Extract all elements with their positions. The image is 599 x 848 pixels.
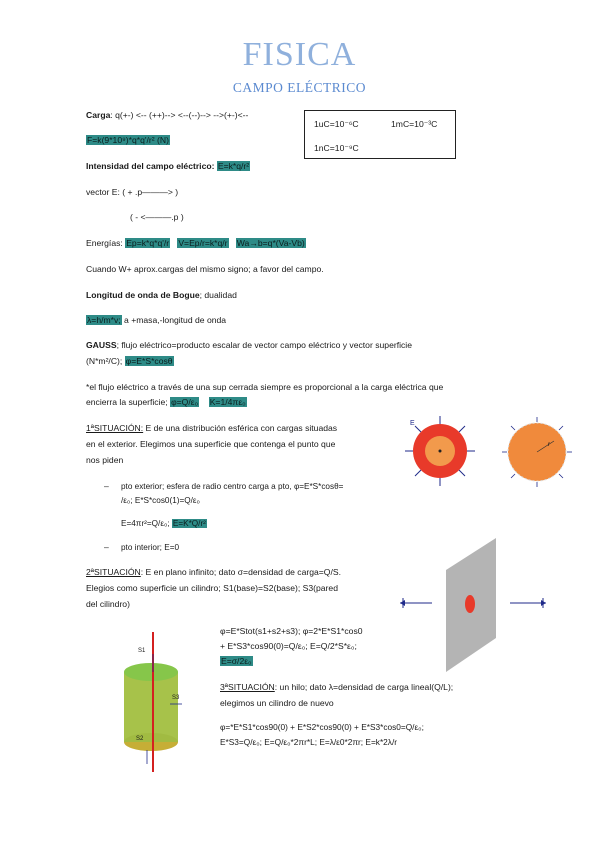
gauss-note-text: encierra la superficie; [86, 397, 171, 407]
gauss-note-f1: φ=Q/ε₀ [171, 397, 199, 407]
gauss-text: ; flujo eléctrico=producto escalar de vector campo eléctrico y vector superficie [116, 340, 412, 350]
sit1-bullet1-line-1: pto exterior; esfera de radio centro carga a pto, φ=E*S*cosθ= [121, 482, 344, 491]
charge-text: : q(+-) <-- (++)--> <--(--)--> -->(+-)<-- [110, 110, 249, 120]
sit3-formula-1: φ=*E*S1*cos90(0) + E*S2*cos90(0) + E*S3*cos0=Q/ε₀; [220, 722, 424, 732]
gauss-note-line-1: *el flujo eléctrico a través de una sup cerrada siempre es proporcional a la carga eléctrica que [86, 382, 444, 392]
sit1-title: 1ªSITUACIÓN: [86, 423, 144, 433]
sit2-formula-3-line [220, 656, 253, 667]
sit3-title: 3ªSITUACIÓN [220, 682, 275, 692]
cylinder-figure [112, 632, 192, 772]
sit2-title: 2ªSITUACIÓN [86, 567, 141, 577]
bullet-2: – [104, 542, 109, 552]
sit2-formula-2: + E*S3*cos90(0)=Q/ε₀; E=Q/2*S*ε₀; [220, 641, 357, 651]
sphere-e-label: E [410, 420, 415, 427]
sit2-line-2: Elegios como superficie un cilindro; S1(base)=S2(base); S3(pared [86, 583, 338, 593]
cyl-s3-label: S3 [172, 695, 180, 701]
sit1-text-1: E de una distribución esférica con cargas situadas [143, 423, 338, 433]
intensity-formula: E=k*q/r² [217, 161, 250, 171]
sit1-bullet1-line-3 [121, 518, 207, 529]
gauss-units: (N*m²/C); [86, 356, 125, 366]
debroglie-line [86, 290, 237, 301]
sit1-field-eq: E=4πr²=Q/ε₀; [121, 519, 172, 528]
charge-line [86, 110, 248, 121]
energy-v: V=Ep/r=k*q/r [178, 238, 228, 248]
units-box [304, 110, 456, 159]
page-subtitle: CAMPO ELÉCTRICO [232, 80, 367, 95]
intensity-label: Intensidad del campo eléctrico: [86, 161, 215, 171]
coulomb-formula-line [86, 135, 170, 146]
vector-line-2: ( - <———.p ) [130, 212, 184, 222]
debroglie-text: ; dualidad [199, 290, 237, 300]
debroglie-formula-line [86, 315, 226, 326]
sphere-r-label: r [548, 442, 550, 448]
sit3-line-1 [220, 682, 453, 693]
energies-label: Energías: [86, 238, 123, 248]
sit3-text-1: : un hilo; dato λ=densidad de carga lineal(Q/L); [274, 682, 454, 692]
gauss-line-1 [86, 340, 412, 351]
debroglie-formula: λ=h/m*v; [87, 315, 121, 325]
energy-w: Wa→b=q*(Va-Vb) [236, 238, 305, 248]
cyl-s1-label: S1 [138, 648, 146, 654]
sit2-formula-1: φ=E*Stot(s1+s2+s3); φ=2*E*S1*cos0 [220, 626, 363, 636]
unit-uc: 1uC=10⁻⁶C [314, 119, 359, 129]
gauss-line-2 [86, 356, 174, 367]
debroglie-label: Longitud de onda de Bogue [86, 290, 200, 300]
orange-sphere-figure [498, 413, 576, 491]
sit2-line-1 [86, 567, 341, 578]
note-w: Cuando W+ aprox.cargas del mismo signo; a favor del campo. [86, 264, 324, 274]
energies-line [86, 238, 306, 249]
coulomb-formula: F=k(9*10⁹)*q*q'/r² (N) [87, 135, 169, 145]
sit1-field-formula: E=K*Q/r² [172, 519, 206, 528]
bullet-1: – [104, 481, 109, 491]
gauss-note-f2: K=1/4πε₀ [209, 397, 246, 407]
sit1-line-2: en el exterior. Elegimos una superficie que contenga el punto que [86, 439, 336, 449]
sit1-bullet2: pto interior; E=0 [121, 543, 180, 552]
sit3-line-2: elegimos un cilindro de nuevo [220, 698, 334, 708]
charge-label: Carga [86, 110, 111, 120]
cyl-s2-label: S2 [136, 736, 144, 742]
sit3-formula-2: E*S3=Q/ε₀; E=Q/ε₀*2πr*L; E=λ/ε0*2πr; E=k*2λ/r [220, 737, 398, 747]
energy-ep: Ep=k*q*q'/r [126, 238, 170, 248]
sit2-line-3: del cilindro) [86, 599, 130, 609]
page-title: FISICA [242, 36, 357, 73]
gauss-note-line-2 [86, 397, 247, 408]
sit2-text-1: : E en plano infinito; dato σ=densidad de carga=Q/S. [140, 567, 341, 577]
sit1-line-3: nos piden [86, 455, 124, 465]
gauss-formula: φ=E*S*cosθ [125, 356, 173, 366]
sit1-line-1 [86, 423, 337, 434]
sit1-bullet1-line-2: /ε₀; E*S*cos0(1)=Q/ε₀ [121, 496, 200, 505]
unit-mc: 1mC=10⁻³C [391, 119, 438, 129]
unit-nc: 1nC=10⁻⁹C [314, 143, 359, 153]
gauss-label: GAUSS [86, 340, 117, 350]
intensity-line [86, 161, 250, 172]
sit2-formula-3: E=σ/2ε₀ [221, 656, 252, 666]
plane-figure [398, 530, 553, 680]
debroglie-text2: a +masa,-longitud de onda [121, 315, 227, 325]
vector-line-1: vector E: ( + .p———> ) [86, 187, 179, 197]
